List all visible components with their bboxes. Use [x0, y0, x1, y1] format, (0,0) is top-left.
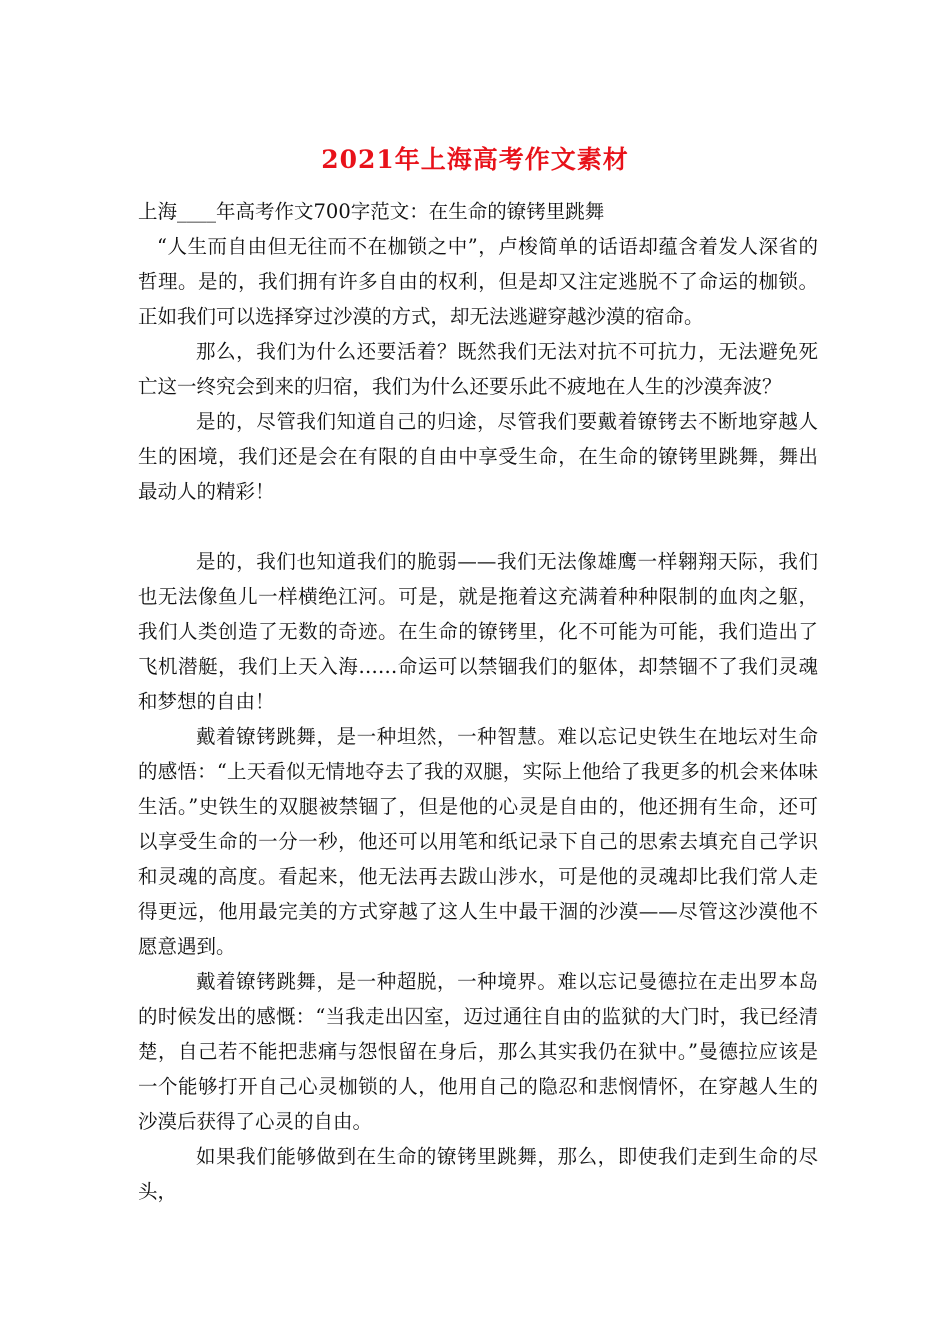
- paragraph-5: 戴着镣铐跳舞，是一种坦然，一种智慧。难以忘记史铁生在地坛对生命的感悟：“上天看似无情地夺去了我的双腿，实际上他给了我更多的机会来体味生活。”史铁生的双腿被禁锢了，但是他的心灵是自由的，他还拥有生命，还可以享受生命的一分一秒，他还可以用笔和纸记录下自己的思索去填充自己学识和灵魂的高度。看起来，他无法再去跋山涉水，可是他的灵魂却比我们常人走得更远，他用最完美的方式穿越了这人生中最干涸的沙漠——尽管这沙漠他不愿意遇到。: [138, 725, 818, 958]
- document-subtitle: 上海____年高考作文700字范文：在生命的镣铐里跳舞: [138, 200, 605, 223]
- paragraph-4: 是的，我们也知道我们的脆弱——我们无法像雄鹰一样翱翔天际，我们也无法像鱼儿一样横绝江河。可是，就是拖着这充满着种种限制的血肉之躯，我们人类创造了无数的奇迹。在生命的镣铐里，化不可能为可能，我们造出了飞机潜艇，我们上天入海……命运可以禁锢我们的躯体，却禁锢不了我们灵魂和梦想的自由！: [138, 550, 818, 713]
- document-body: [138, 194, 818, 1209]
- paragraph-1: “人生而自由但无往而不在枷锁之中”，卢梭简单的话语却蕴含着发人深省的哲理。是的，我们拥有许多自由的权利，但是却又注定逃脱不了命运的枷锁。正如我们可以选择穿过沙漠的方式，却无法逃避穿越沙漠的宿命。: [138, 235, 818, 328]
- paragraph-2: 那么，我们为什么还要活着？既然我们无法对抗不可抗力，无法避免死亡这一终究会到来的归宿，我们为什么还要乐此不疲地在人生的沙漠奔波？: [138, 340, 818, 398]
- document-title: 2021年上海高考作文素材: [321, 145, 629, 174]
- paragraph-3: 是的，尽管我们知道自己的归途，尽管我们要戴着镣铐去不断地穿越人生的困境，我们还是会在有限的自由中享受生命，在生命的镣铐里跳舞，舞出最动人的精彩！: [138, 410, 818, 503]
- paragraph-6: 戴着镣铐跳舞，是一种超脱，一种境界。难以忘记曼德拉在走出罗本岛的时候发出的感慨：“当我走出囚室，迈过通往自由的监狱的大门时，我已经清楚，自己若不能把悲痛与怨恨留在身后，那么其实我仍在狱中。”曼德拉应该是一个能够打开自己心灵枷锁的人，他用自己的隐忍和悲悯情怀，在穿越人生的沙漠后获得了心灵的自由。: [138, 970, 818, 1133]
- paragraph-spacer: [138, 509, 818, 544]
- paragraph-7: 如果我们能够做到在生命的镣铐里跳舞，那么，即使我们走到生命的尽头，: [138, 1145, 818, 1203]
